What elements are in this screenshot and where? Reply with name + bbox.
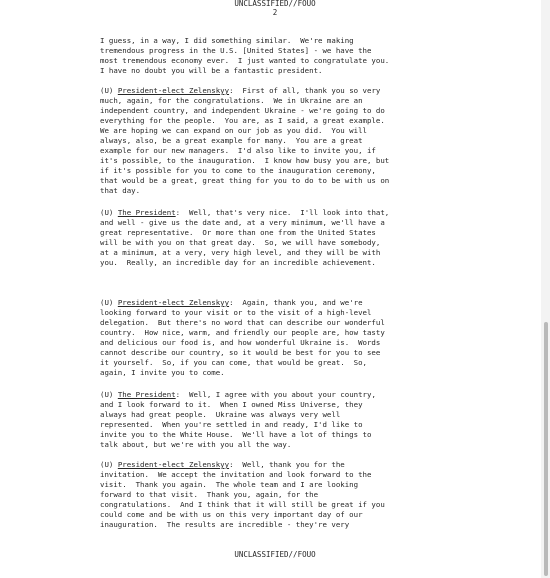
paragraph-president-1 <box>100 208 460 268</box>
text-line: country. How nice, warm, and friendly our people are, how tasty <box>100 328 385 338</box>
text-line: and well - give us the date and, at a very minimum, we'll have a <box>100 218 385 228</box>
speaker-name: The President <box>117 208 176 217</box>
text-line: at a minimum, at a very, very high level, and they will be with <box>100 248 381 258</box>
speaker-name: The President <box>117 390 176 399</box>
text-line: example for our new managers. I'd also like to invite you, if <box>100 146 376 156</box>
text-line: looking forward to your visit or to the visit of a high-level <box>100 308 372 318</box>
text-line: visit. Thank you again. The whole team and I are looking <box>100 480 359 490</box>
text-line: everything for the people. You are, as I said, a great example. <box>100 116 385 126</box>
page-number: 2 <box>272 8 278 17</box>
text-line: I guess, in a way, I did something similar. We're making <box>100 36 354 45</box>
classification-header: UNCLASSIFIED//FOUO <box>234 0 316 8</box>
text-line: : Again, thank you, and we're <box>229 298 363 307</box>
text-line: most tremendous economy ever. I just wanted to congratulate you. <box>100 56 390 66</box>
text-line: again, I invite you to come. <box>100 368 225 378</box>
text-line: if it's possible for you to come to the inauguration ceremony, <box>100 166 376 176</box>
text-line: could come and be with us on this very important day of our <box>100 510 363 520</box>
text-line: talk about, but we're with you all the way. <box>100 440 292 450</box>
paragraph-continuation <box>100 36 460 76</box>
text-line: that day. <box>100 186 141 196</box>
text-line: invite you to the White House. We'll have a lot of things to <box>100 430 372 440</box>
text-line: forward to that visit. Thank you, again, for the <box>100 490 319 500</box>
text-line: always, also, be a great example for many. You are a great <box>100 136 363 146</box>
text-line: it yourself. So, if you can come, that would be great. So, <box>100 358 367 368</box>
classification-marker: (U) <box>100 208 118 217</box>
text-line: independent country, and independent Ukraine - we're going to do <box>100 106 385 116</box>
text-line: you. Really, an incredible day for an incredible achievement. <box>100 258 376 268</box>
classification-marker: (U) <box>100 460 118 469</box>
paragraph-zelenskyy-3 <box>100 460 460 530</box>
text-line: : Well, I agree with you about your country, <box>175 390 376 399</box>
text-line: and delicious our food is, and how wonderful Ukraine is. Words <box>100 338 381 348</box>
text-line: : First of all, thank you so very <box>229 86 381 95</box>
text-line: : Well, that's very nice. I'll look into that, <box>175 208 390 217</box>
scrollbar-thumb[interactable] <box>544 322 548 576</box>
text-line: invitation. We accept the invitation and look forward to the <box>100 470 372 480</box>
speaker-name: President-elect Zelenskyy <box>117 86 230 95</box>
vertical-scrollbar[interactable] <box>541 0 550 578</box>
text-line: it's possible, to the inauguration. I know how busy you are, but <box>100 156 390 166</box>
text-line: We are hoping we can expand on our job as you did. You will <box>100 126 367 136</box>
classification-marker: (U) <box>100 390 118 399</box>
classification-footer: UNCLASSIFIED//FOUO <box>234 550 316 559</box>
text-line: always had great people. Ukraine was always very well <box>100 410 341 420</box>
text-line: : Well, thank you for the <box>229 460 345 469</box>
text-line: will be with you on that great day. So, we will have somebody, <box>100 238 381 248</box>
text-line: cannot describe our country, so it would be best for you to see <box>100 348 381 358</box>
text-line: much, again, for the congratulations. We in Ukraine are an <box>100 96 363 106</box>
paragraph-president-2 <box>100 390 460 450</box>
text-line: tremendous progress in the U.S. [United States] - we have the <box>100 46 372 56</box>
text-line: inauguration. The results are incredible - they're very <box>100 520 350 530</box>
classification-marker: (U) <box>100 298 118 307</box>
speaker-name: President-elect Zelenskyy <box>117 460 230 469</box>
text-line: represented. When you're settled in and ready, I'd like to <box>100 420 363 430</box>
text-line: and I look forward to it. When I owned Miss Universe, they <box>100 400 363 410</box>
paragraph-zelenskyy-1 <box>100 86 460 197</box>
text-line: I have no doubt you will be a fantastic president. <box>100 66 323 76</box>
paragraph-zelenskyy-2 <box>100 298 460 378</box>
text-line: delegation. But there's no word that can describe our wonderful <box>100 318 385 328</box>
text-line: great representative. Or more than one from the United States <box>100 228 376 238</box>
speaker-name: President-elect Zelenskyy <box>117 298 230 307</box>
text-line: congratulations. And I think that it will still be great if you <box>100 500 385 510</box>
text-line: that would be a great, great thing for you to do to be with us on <box>100 176 390 186</box>
classification-marker: (U) <box>100 86 118 95</box>
